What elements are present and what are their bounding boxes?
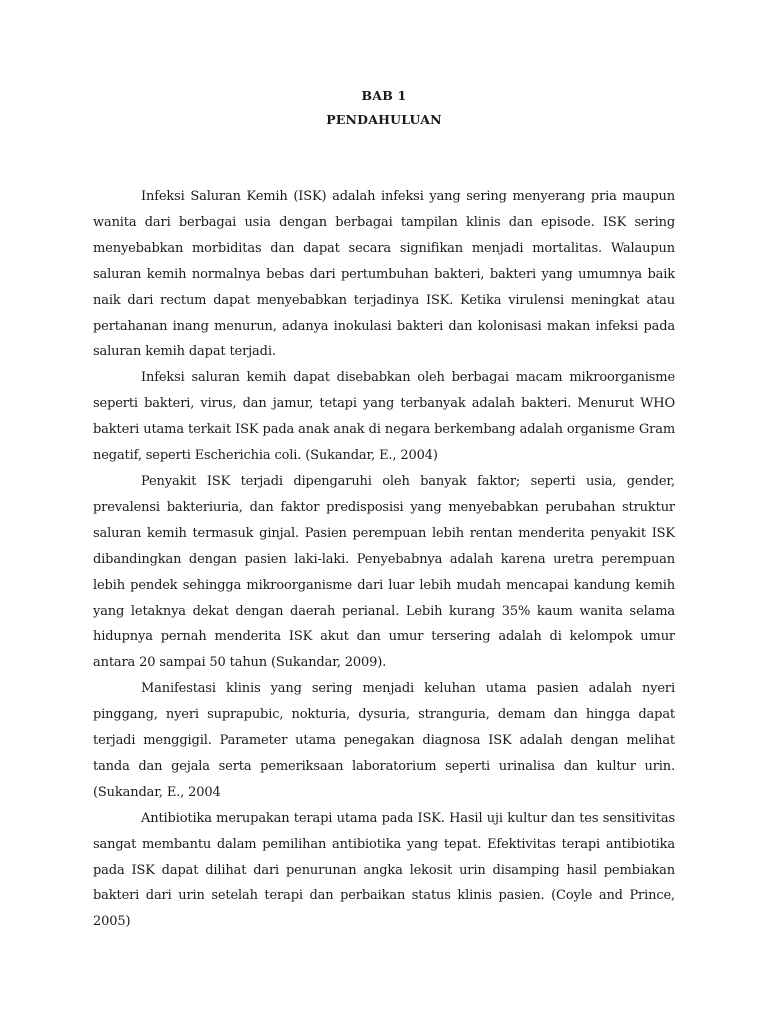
paragraph-1: Infeksi Saluran Kemih (ISK) adalah infeksi yang sering menyerang pria maupun wanita dari berbagai usia dengan berbagai tampilan klinis dan episode. ISK sering menyebabkan morbiditas dan dapat secara signifikan menjadi mortalitas. Walaupun saluran kemih normalnya bebas dari pertumbuhan bakteri, bakteri yang umumnya baik naik dari rectum dapat menyebabkan terjadinya ISK. Ketika virulensi meningkat atau pertahanan inang menurun, adanya inokulasi bakteri dan kolonisasi makan infeksi pada saluran kemih dapat terjadi. [93, 189, 675, 360]
body-text [93, 184, 675, 935]
paragraph-5: Antibiotika merupakan terapi utama pada ISK. Hasil uji kultur dan tes sensitivitas sangat membantu dalam pemilihan antibiotika yang tepat. Efektivitas terapi antibiotika pada ISK dapat dilihat dari penurunan angka lekosit urin disamping hasil pembiakan bakteri dari urin setelah terapi dan perbaikan status klinis pasien. (Coyle and Prince, 2005) [93, 810, 675, 930]
paragraph-4: Manifestasi klinis yang sering menjadi keluhan utama pasien adalah nyeri pinggang, nyeri suprapubic, nokturia, dysuria, stranguria, demam dan hingga dapat terjadi menggigil. Parameter utama penegakan diagnosa ISK adalah dengan melihat tanda dan gejala serta pemeriksaan laboratorium seperti urinalisa dan kultur urin. (Sukandar, E., 2004 [93, 681, 675, 800]
paragraph-3: Penyakit ISK terjadi dipengaruhi oleh banyak faktor; seperti usia, gender, prevalensi bakteriuria, dan faktor predisposisi yang menyebabkan perubahan struktur saluran kemih termasuk ginjal. Pasien perempuan lebih rentan menderita penyakit ISK dibandingkan dengan pasien laki-laki. Penyebabnya adalah karena uretra perempuan lebih pendek sehingga mikroorganisme dari luar lebih mudah mencapai kandung kemih yang letaknya dekat dengan daerah perianal. Lebih kurang 35% kaum wanita selama hidupnya pernah menderita ISK akut dan umur tersering adalah di kelompok umur antara 20 sampai 50 tahun (Sukandar, 2009). [93, 473, 675, 671]
paragraph-2: Infeksi saluran kemih dapat disebabkan oleh berbagai macam mikroorganisme seperti bakteri, virus, dan jamur, tetapi yang terbanyak adalah bakteri. Menurut WHO bakteri utama terkait ISK pada anak anak di negara berkembang adalah organisme Gram negatif, seperti Escherichia coli. (Sukandar, E., 2004) [93, 370, 675, 464]
chapter-label: BAB 1 [361, 88, 407, 103]
chapter-title: PENDAHULUAN [326, 112, 442, 127]
